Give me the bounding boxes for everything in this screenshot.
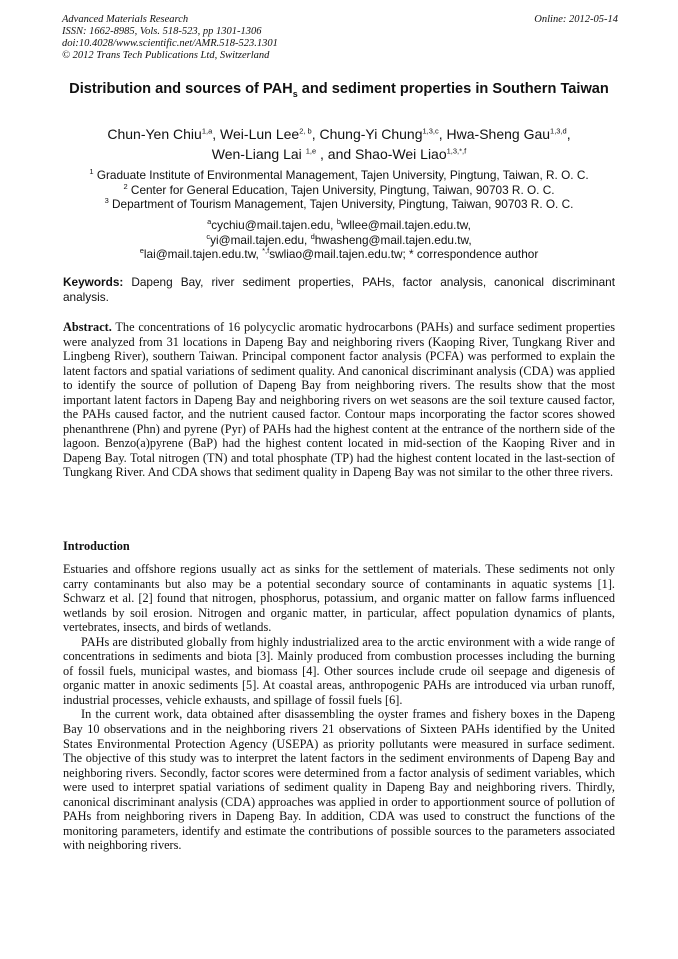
author-list: [55, 124, 623, 164]
affiliation-line: [50, 197, 628, 212]
affiliation-line: [50, 168, 628, 183]
email-line: [50, 247, 628, 262]
affiliation-text: Center for General Education, Tajen University, Pingtung, Taiwan, 90703 R. O. C.: [127, 182, 555, 197]
affiliation-text: Graduate Institute of Environmental Management, Tajen University, Pingtung, Taiwan, R. O. C.: [93, 168, 589, 182]
paragraph: Estuaries and offshore regions usually act as sinks for the settlement of materials. These sediments not only carry contaminants but also may be a potential secondary source of contaminants in aquatic systems [1]. Schwarz et al. [2] found that nitrogen, phosphorus, potassium, and organic matter on fallow farms influenced wetlands by soil erosion. Nitrogen and organic matter, in particular, affect population dynamics of plants, vertebrates, insects, and birds of wetlands.: [63, 562, 615, 635]
keywords-label: Keywords:: [63, 275, 124, 289]
author-name: Wen-Liang Lai: [211, 146, 306, 162]
author-name: Hwa-Sheng Gau: [446, 126, 551, 142]
email-address: yi@mail.tajen.edu,: [210, 232, 311, 247]
affiliations: [50, 168, 628, 212]
author-name: Wei-Lun Lee: [220, 126, 300, 142]
author-affil-marker: 1,e: [305, 146, 317, 156]
author-separator: , and: [316, 146, 356, 162]
author-affil-marker: 1,3,*,f: [446, 146, 467, 156]
author-name: Chun-Yen Chiu: [107, 126, 202, 142]
journal-doi: doi:10.4028/www.scientific.net/AMR.518-523.1301: [62, 38, 278, 49]
keywords: [63, 275, 615, 304]
paragraph: In the current work, data obtained after disassembling the oyster frames and fishery boxes in the Dapeng Bay 10 observations and in the neighboring rivers 21 observations of Sixteen PAHs identified by the United States Environmental Protection Agency (USEPA) as priority pollutants were measured in surface sediment. The objective of this study was to interpret the latent factors in the sediment environments of Dapeng Bay and neighboring rivers. Secondly, factor scores were determined from a factor analysis of sediment variables, which were used to interpret spatial variations of sediment quality in Dapeng Bay and neighboring rivers. Thirdly, canonical discriminant analysis (CDA) approaches was applied in order to apportionment source of pollution of PAHs from neighboring rivers in Dapeng Bay. In addition, CDA was used to construct the functions of the monitoring parameters, identify and estimate the contributions of possible sources to the parameters associated with neighboring rivers.: [63, 707, 615, 853]
email-marker: d: [310, 231, 315, 241]
abstract-label: Abstract.: [63, 320, 112, 334]
author-affil-marker: 1,3,c: [422, 126, 439, 136]
author-name: Chung-Yi Chung: [319, 126, 423, 142]
email-line: [50, 233, 628, 248]
email-marker: *,f: [262, 246, 270, 256]
affiliation-text: Department of Tourism Management, Tajen University, Pingtung, Taiwan, 90703 R. O. C.: [108, 197, 574, 211]
affiliation-number: 2: [123, 181, 128, 191]
email-line: [50, 218, 628, 233]
introduction-body: [63, 562, 615, 853]
section-heading-introduction: Introduction: [63, 539, 130, 553]
title-part: Distribution and sources of PAH: [69, 81, 293, 97]
title-part: and sediment properties in Southern Taiwan: [297, 81, 609, 97]
affiliation-line: [50, 183, 628, 198]
affiliation-number: 3: [104, 196, 109, 206]
journal-copyright: © 2012 Trans Tech Publications Ltd, Switzerland: [62, 50, 270, 61]
email-marker: a: [207, 217, 212, 227]
email-marker: b: [336, 217, 341, 227]
paper-title: [55, 80, 623, 99]
author-separator: ,: [438, 126, 447, 142]
title-subscript: s: [292, 88, 298, 99]
email-marker: e: [139, 246, 144, 256]
author-affil-marker: 2, b: [299, 126, 312, 136]
affiliation-number: 1: [89, 167, 94, 177]
online-date: Online: 2012-05-14: [534, 14, 618, 25]
abstract: [63, 320, 615, 480]
author-separator: ,: [212, 126, 221, 142]
author-emails: [50, 218, 628, 262]
author-separator: ,: [311, 126, 320, 142]
author-affil-marker: 1,a: [201, 126, 213, 136]
email-address: hwasheng@mail.tajen.edu.tw,: [314, 232, 472, 247]
author-name: Shao-Wei Liao: [355, 146, 447, 162]
keywords-text: Dapeng Bay, river sediment properties, PAHs, factor analysis, canonical discriminant analysis.: [63, 275, 615, 304]
email-address: lai@mail.tajen.edu.tw,: [143, 247, 263, 261]
email-address: wllee@mail.tajen.edu.tw,: [340, 218, 471, 232]
author-separator: ,: [566, 126, 571, 142]
journal-header: [62, 14, 618, 62]
author-affil-marker: 1,3,d: [550, 126, 567, 136]
email-address: swliao@mail.tajen.edu.tw; * correspondence author: [269, 247, 539, 261]
email-address: cychiu@mail.tajen.edu,: [211, 218, 337, 232]
journal-issn: ISSN: 1662-8985, Vols. 518-523, pp 1301-1306: [62, 26, 262, 37]
email-marker: c: [206, 231, 211, 241]
abstract-text: The concentrations of 16 polycyclic aromatic hydrocarbons (PAHs) and surface sediment properties were analyzed from 31 locations in Dapeng Bay and neighboring rivers (Kaoping River, Tungkang River and Lingbeng River), southern Taiwan. Principal component factor analysis (PCFA) was performed to explain the latent factors and spatial variations of sediment quality. And canonical discriminant analysis (CDA) was applied to identify the source of pollution of Dapeng Bay from neighboring rivers. The results show that the most important latent factors in Dapeng Bay and neighboring rivers on wet seasons are the soil texture caused factor, the PAHs caused factor, and the nutrient caused factor. Contour maps incorporating the factor scores showed phenanthrene (Phn) and pyrene (Pyr) of PAHs had the highest content at the entrance of the northern side of the lagoon. Benzo(a)pyrene (BaP) had the highest content located in mid-section of the Kaoping River and in Dapeng Bay. Total nitrogen (TN) and total phosphate (TP) had the highest content located in the last-section of Tungkang River. And CDA shows that sediment quality in Dapeng Bay was not similar to the other three rivers.: [63, 320, 615, 480]
paragraph: PAHs are distributed globally from highly industrialized area to the arctic environment with a wide range of concentrations in sediments and biota [3]. Mainly produced from combustion processes including the burning of fossil fuels, municipal wastes, and biomass [4]. Other sources include crude oil seepage and digenesis of organic matter in anoxic sediments [5]. At coastal areas, anthropogenic PAHs are introduced via urban runoff, industrial processes, vehicle exhausts, and spillage of fossil fuels [6].: [63, 634, 615, 707]
journal-name: Advanced Materials Research: [62, 14, 189, 25]
